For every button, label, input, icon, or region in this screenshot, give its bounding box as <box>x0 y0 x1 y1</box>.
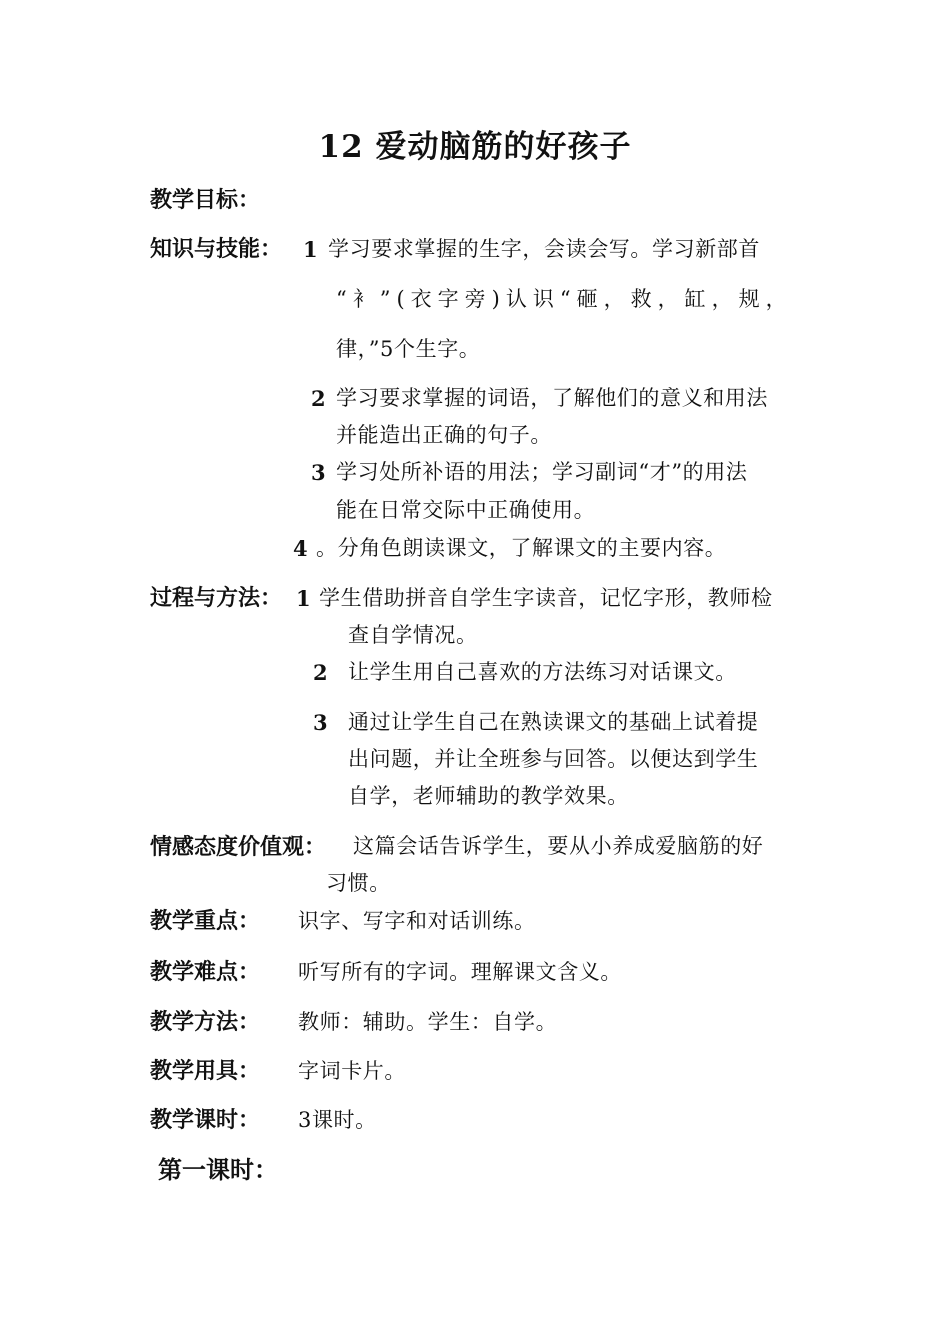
process-item-2-line-1: 让学生用自己喜欢的方法练习对话课文。 <box>348 660 737 684</box>
process-item-1-line-1: 学生借助拼音自学生字读音，记忆字形，教师检 <box>319 586 773 610</box>
hours-text: 3课时。 <box>298 1108 377 1132</box>
knowledge-item-2-line-1: 学习要求掌握的词语，了解他们的意义和用法 <box>336 386 768 410</box>
knowledge-item-1-line-2: “衤”(衣字旁)认识“砸，救，缸，规， <box>336 287 793 311</box>
knowledge-item-4-line-1: 。分角色朗读课文，了解课文的主要内容。 <box>316 536 727 560</box>
knowledge-item-1-line-3: 律，”5个生字。 <box>336 337 481 361</box>
process-item-1-number: 1 <box>296 586 311 611</box>
knowledge-item-2-line-2: 并能造出正确的句子。 <box>336 423 552 447</box>
knowledge-item-2-number: 2 <box>311 386 326 411</box>
values-line-2: 习惯。 <box>326 871 391 895</box>
knowledge-label: 知识与技能： <box>150 236 283 262</box>
process-item-3-line-2: 出问题，并让全班参与回答。以便达到学生 <box>348 747 759 771</box>
process-item-3-number: 3 <box>313 710 328 735</box>
key-points-text: 识字、写字和对话训练。 <box>298 909 536 933</box>
page-title: 12 爱动脑筋的好孩子 <box>318 129 632 165</box>
process-item-2-number: 2 <box>313 660 328 685</box>
knowledge-item-1-number: 1 <box>303 237 318 262</box>
methods-text: 教师：辅助。学生：自学。 <box>298 1010 558 1034</box>
difficulties-label: 教学难点： <box>150 959 261 985</box>
first-lesson-heading: 第一课时： <box>158 1155 278 1184</box>
process-label: 过程与方法： <box>150 585 283 611</box>
knowledge-item-3-line-1: 学习处所补语的用法；学习副词“才”的用法 <box>336 460 748 484</box>
knowledge-item-3-line-2: 能在日常交际中正确使用。 <box>336 498 596 522</box>
hours-label: 教学课时： <box>150 1107 261 1133</box>
values-line-1: 这篇会话告诉学生，要从小养成爱脑筋的好 <box>353 834 764 858</box>
methods-label: 教学方法： <box>150 1009 261 1035</box>
key-points-label: 教学重点： <box>150 908 261 934</box>
knowledge-item-4-number: 4 <box>293 536 308 561</box>
difficulties-text: 听写所有的字词。理解课文含义。 <box>298 960 622 984</box>
values-label: 情感态度价值观： <box>150 834 327 860</box>
process-item-1-line-2: 查自学情况。 <box>348 623 478 647</box>
knowledge-item-1-line-1: 学习要求掌握的生字，会读会写。学习新部首 <box>328 237 760 261</box>
knowledge-item-3-number: 3 <box>311 460 326 485</box>
tools-label: 教学用具： <box>150 1058 261 1084</box>
process-item-3-line-3: 自学，老师辅助的教学效果。 <box>348 784 629 808</box>
process-item-3-line-1: 通过让学生自己在熟读课文的基础上试着提 <box>348 710 759 734</box>
tools-text: 字词卡片。 <box>298 1059 406 1083</box>
objectives-heading: 教学目标： <box>150 187 261 213</box>
